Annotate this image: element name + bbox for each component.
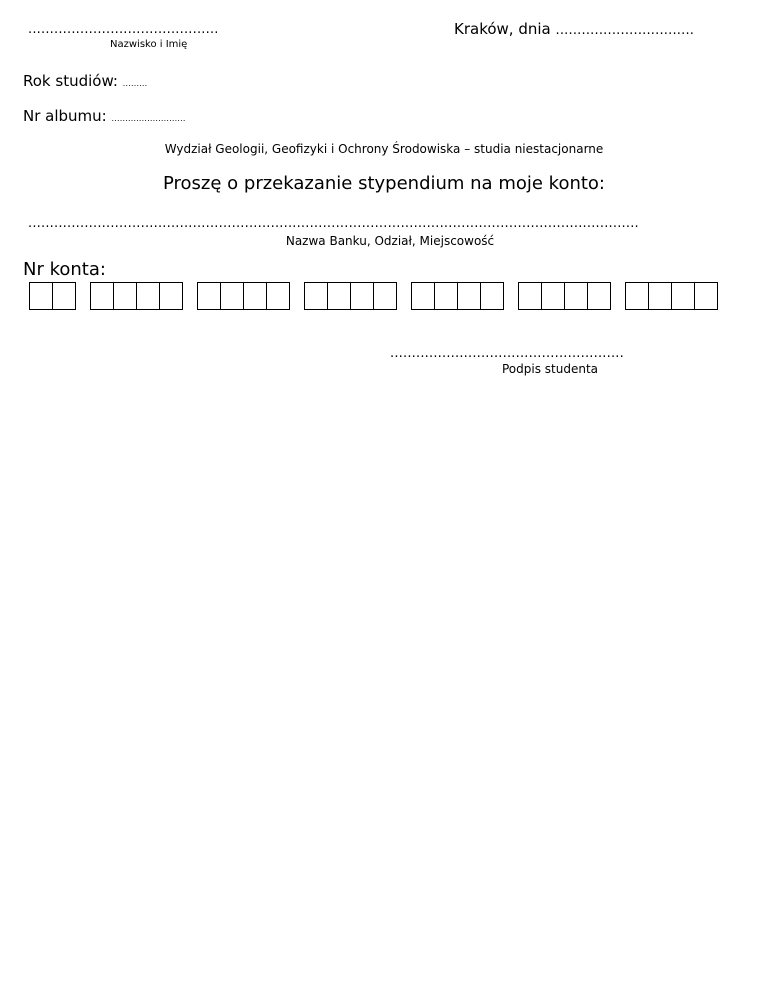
account-digit-box[interactable]	[137, 282, 160, 310]
bank-dotted-line[interactable]: .............................................................................................................................................	[28, 216, 639, 231]
city-date-label: Kraków, dnia	[454, 20, 551, 38]
signature-caption: Podpis studenta	[502, 362, 599, 376]
account-number-label: Nr konta:	[23, 259, 106, 280]
year-of-study-line	[23, 72, 147, 90]
account-digit-box[interactable]	[588, 282, 611, 310]
account-digit-box[interactable]	[114, 282, 137, 310]
album-number-line	[23, 107, 186, 125]
account-digit-box[interactable]	[695, 282, 718, 310]
account-digit-box[interactable]	[481, 282, 504, 310]
account-digit-box[interactable]	[649, 282, 672, 310]
account-digit-box[interactable]	[198, 282, 221, 310]
account-group-1	[29, 282, 76, 310]
account-digit-box[interactable]	[30, 282, 53, 310]
account-digit-box[interactable]	[160, 282, 183, 310]
account-group-7	[625, 282, 718, 310]
account-digit-box[interactable]	[412, 282, 435, 310]
account-digit-box[interactable]	[435, 282, 458, 310]
account-digit-box[interactable]	[267, 282, 290, 310]
account-digit-box[interactable]	[626, 282, 649, 310]
account-digit-box[interactable]	[221, 282, 244, 310]
signature-dotted-line[interactable]: ......................................................	[390, 346, 624, 361]
account-number-boxes	[29, 282, 718, 310]
year-of-study-dotted-line[interactable]: .........	[122, 79, 148, 88]
account-digit-box[interactable]	[519, 282, 542, 310]
account-digit-box[interactable]	[565, 282, 588, 310]
faculty-heading: Wydział Geologii, Geofizyki i Ochrony Środowiska – studia niestacjonarne	[164, 142, 604, 156]
date-dotted-line[interactable]: ................................	[555, 23, 695, 38]
album-number-label: Nr albumu:	[23, 107, 107, 125]
city-date-line	[454, 20, 694, 38]
account-group-2	[90, 282, 183, 310]
account-digit-box[interactable]	[351, 282, 374, 310]
account-digit-box[interactable]	[458, 282, 481, 310]
bank-caption: Nazwa Banku, Odział, Miejscowość	[285, 234, 495, 248]
account-digit-box[interactable]	[53, 282, 76, 310]
account-digit-box[interactable]	[374, 282, 397, 310]
request-heading: Proszę o przekazanie stypendium na moje konto:	[162, 173, 605, 194]
account-digit-box[interactable]	[328, 282, 351, 310]
account-digit-box[interactable]	[305, 282, 328, 310]
name-dotted-line[interactable]: ............................................	[28, 22, 219, 37]
name-caption: Nazwisko i Imię	[110, 39, 188, 50]
account-digit-box[interactable]	[91, 282, 114, 310]
account-group-4	[304, 282, 397, 310]
account-digit-box[interactable]	[244, 282, 267, 310]
album-number-dotted-line[interactable]: ...........................	[111, 114, 186, 123]
account-group-5	[411, 282, 504, 310]
account-digit-box[interactable]	[672, 282, 695, 310]
year-of-study-label: Rok studiów:	[23, 72, 118, 90]
account-digit-box[interactable]	[542, 282, 565, 310]
account-group-6	[518, 282, 611, 310]
account-group-3	[197, 282, 290, 310]
